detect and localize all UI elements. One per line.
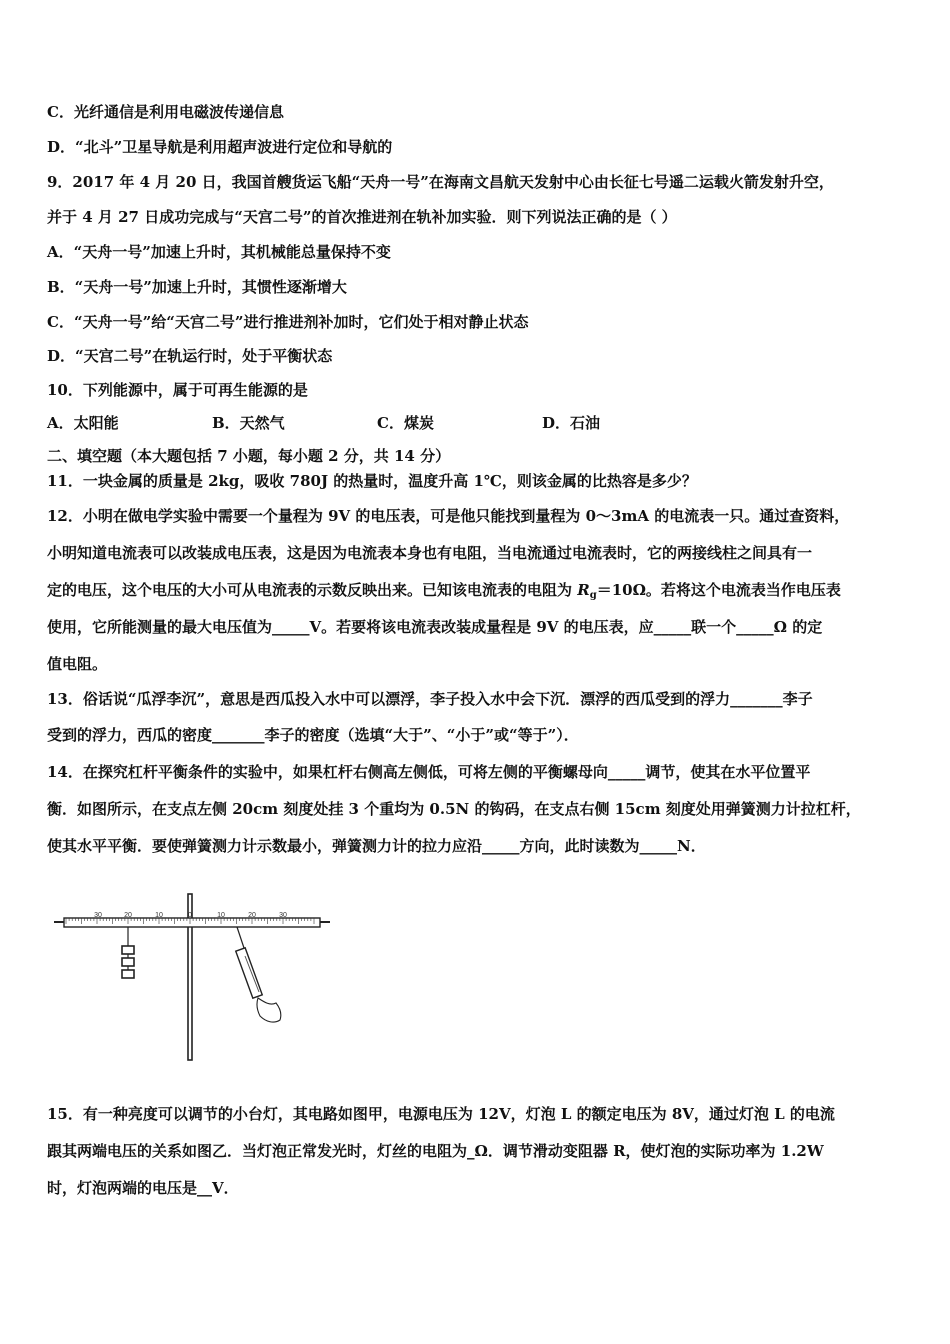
q15-stem-2: 跟其两端电压的关系如图乙．当灯泡正常发光时，灯丝的电阻为_Ω．调节滑动变阻器 R，使灯泡的实际功率为 1.2W [47,1142,824,1160]
tick-label: 30 [279,912,287,919]
line-d-option: D．“北斗”卫星导航是利用超声波进行定位和导航的 [47,138,393,156]
q12-stem-5: 值电阻。 [47,655,108,673]
q10-options [47,413,600,433]
q12-stem-4: 使用，它所能测量的最大电压值为_____V。若要将该电流表改装成量程是 9V 的电压表，应_____联一个_____Ω 的定 [47,618,823,636]
q13-stem-1: 13．俗话说“瓜浮李沉”，意思是西瓜投入水中可以漂浮，李子投入水中会下沉．漂浮的西瓜受到的浮力_______李子 [47,690,813,708]
tick-label: 20 [124,912,132,919]
q9-option-c: C．“天舟一号”给“天宫二号”进行推进剂补加时，它们处于相对静止状态 [47,313,529,331]
q12-stem-1: 12．小明在做电学实验中需要一个量程为 9V 的电压表，可是他只能找到量程为 0～3mA 的电流表一只。通过查资料， [47,507,850,525]
spring-scale [236,927,262,998]
resistance-symbol: R [577,581,590,599]
q14-stem-2: 衡．如图所示，在支点左侧 20cm 刻度处挂 3 个重均为 0.5N 的钩码，在支点右侧 15cm 刻度处用弹簧测力计拉杠杆， [47,800,861,818]
tick-label: 10 [217,912,225,919]
q9-stem-2: 并于 4 月 27 日成功完成与“天宫二号”的首次推进剂在轨补加实验．则下列说法正确的是（ ） [47,208,677,226]
tick-label: 20 [248,912,256,919]
q9-option-d: D．“天宫二号”在轨运行时，处于平衡状态 [47,347,333,365]
q10-stem: 10．下列能源中，属于可再生能源的是 [47,381,308,399]
q12-stem-3 [47,580,841,606]
q14-stem-1: 14．在探究杠杆平衡条件的实验中，如果杠杆右侧高左侧低，可将左侧的平衡螺母向_____调节，使其在水平位置平 [47,763,811,781]
hand-icon [257,998,281,1022]
q15-stem-1: 15．有一种亮度可以调节的小台灯，其电路如图甲，电源电压为 12V，灯泡 L 的额定电压为 8V，通过灯泡 L 的电流 [47,1105,835,1123]
q11-stem: 11．一块金属的质量是 2kg，吸收 780J 的热量时，温度升高 1℃，则该金属的比热容是多少？ [47,472,697,490]
q10-option-d: D．石油 [542,414,601,432]
q12-stem-2: 小明知道电流表可以改装成电压表，这是因为电流表本身也有电阻，当电流通过电流表时，它的两接线柱之间具有一 [47,544,813,562]
q9-stem-1: 9．2017 年 4 月 20 日，我国首艘货运飞船“天舟一号”在海南文昌航天发射中心由长征七号遥二运载火箭发射升空， [47,173,834,191]
q13-stem-2: 受到的浮力，西瓜的密度_______李子的密度（选填“大于”、“小于”或“等于”）． [47,726,579,744]
tick-label: 10 [155,912,163,919]
tick-label: 30 [94,912,102,919]
line-c-option: C．光纤通信是利用电磁波传递信息 [47,103,284,121]
hook-weights [122,927,134,978]
q14-stem-3: 使其水平平衡．要使弹簧测力计示数最小，弹簧测力计的拉力应沿_____方向，此时读数为_____N． [47,837,706,855]
q15-stem-3: 时，灯泡两端的电压是__V． [47,1179,239,1197]
q10-option-a: A．太阳能 [47,414,119,432]
q12-text-b: ＝10Ω。若将这个电流表当作电压表 [596,581,841,599]
lever-figure [52,890,332,1070]
q10-option-c: C．煤炭 [377,414,434,432]
tick-label: 0 [188,912,192,919]
resistance-subscript: g [589,590,597,601]
q9-option-a: A．“天舟一号”加速上升时，其机械能总量保持不变 [47,243,391,261]
q12-text-a: 定的电压，这个电压的大小可从电流表的示数反映出来。已知该电流表的电阻为 [47,581,578,599]
q10-option-b: B．天然气 [212,414,285,432]
lever-bar [64,918,320,927]
section-heading: 二、填空题（本大题包括 7 小题，每小题 2 分，共 14 分） [47,447,451,465]
q9-option-b: B．“天舟一号”加速上升时，其惯性逐渐增大 [47,278,347,296]
